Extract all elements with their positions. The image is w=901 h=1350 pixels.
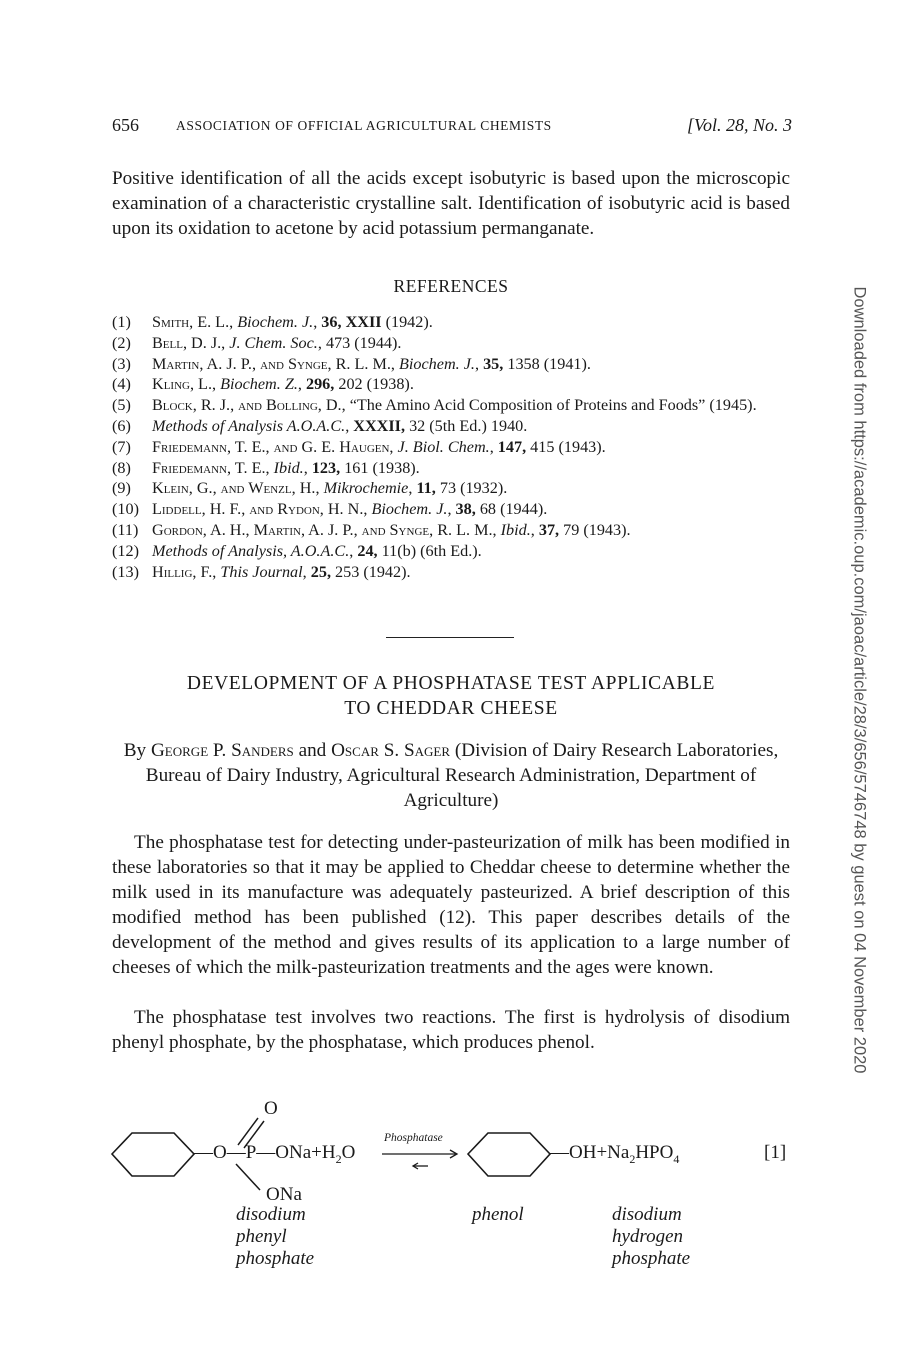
body-paragraph-2: The phosphatase test involves two reactions. The first is hydrolysis of disodium phenyl phosphate, by the phosphatase, which produces phenol. bbox=[112, 1007, 790, 1053]
reference-item bbox=[112, 478, 790, 499]
hpo-group: HPO bbox=[635, 1142, 674, 1163]
author-name: Hillig, F., bbox=[152, 562, 217, 581]
text-run: , bbox=[474, 354, 484, 373]
water-oxygen: O bbox=[341, 1142, 356, 1163]
ona-group: ONa bbox=[266, 1184, 302, 1205]
text-run: 161 (1938). bbox=[340, 458, 420, 477]
reference-number: (8) bbox=[112, 458, 131, 477]
author-name: Oscar S. Sager bbox=[331, 740, 451, 761]
label-line: phenyl bbox=[236, 1226, 287, 1247]
download-notice: Downloaded from https://academic.oup.com/jaoac/article/28/3/656/5746748 by guest on 04 November 2020 bbox=[850, 286, 869, 1074]
intro-paragraph: Positive identification of all the acids except isobutyric is based upon the microscopic examination of a characteristic crystalline salt. Identification of isobutyric acid is based upon its oxidation to acetone by acid potassium permanganate. bbox=[112, 168, 790, 239]
bold-text: 147, bbox=[497, 437, 527, 456]
reference-item bbox=[112, 374, 790, 395]
bold-text: 11, bbox=[416, 479, 436, 498]
author-name: Friedemann, T. E., and G. E. Haugen, bbox=[152, 437, 394, 456]
bold-text: 123, bbox=[311, 458, 341, 477]
italic-text: Ibid. bbox=[500, 520, 531, 539]
chemical-equation bbox=[0, 1090, 901, 1290]
text-run: , bbox=[302, 562, 311, 581]
benzene-ring-left bbox=[112, 1133, 194, 1176]
author-name: Smith, E. L., bbox=[152, 313, 234, 331]
reference-text bbox=[152, 395, 790, 416]
journal-name: ASSOCIATION OF OFFICIAL AGRICULTURAL CHEMISTS bbox=[176, 118, 552, 133]
reference-item bbox=[112, 312, 790, 333]
author-name: Kling, L., bbox=[152, 375, 217, 394]
reactant-chain: —O—P—ONa+H bbox=[194, 1142, 336, 1163]
single-bond-down bbox=[236, 1164, 260, 1190]
reference-text bbox=[152, 374, 790, 395]
text-run: 415 (1943). bbox=[526, 437, 606, 456]
reference-item bbox=[112, 354, 790, 375]
bold-text: 25, bbox=[310, 562, 331, 581]
text-run: , 473 (1944). bbox=[317, 333, 402, 352]
text-run: (Division of Dairy Research Laboratories, Bureau of Dairy Industry, Agricultural Research Administration, Department of Agriculture) bbox=[145, 740, 779, 811]
reactant-formula bbox=[194, 1142, 355, 1167]
reference-number: (4) bbox=[112, 375, 131, 394]
italic-text: Biochem. J. bbox=[237, 313, 314, 331]
label-line: disodium bbox=[612, 1204, 682, 1225]
title-line-1: DEVELOPMENT OF A PHOSPHATASE TEST APPLICABLE bbox=[186, 673, 716, 694]
label-line: phosphate bbox=[612, 1248, 691, 1269]
title-line-2: TO CHEDDAR CHEESE bbox=[344, 698, 558, 719]
reference-text bbox=[152, 312, 790, 333]
oxygen-atom: O bbox=[264, 1098, 278, 1119]
reference-number: (2) bbox=[112, 333, 131, 352]
reference-text bbox=[152, 562, 790, 583]
author-name: Liddell, H. F., and Rydon, H. N., bbox=[152, 500, 368, 519]
italic-text: J. Chem. Soc. bbox=[229, 333, 318, 352]
italic-text: Mikrochemie bbox=[323, 479, 409, 498]
reference-text bbox=[152, 499, 790, 520]
italic-text: Biochem. J. bbox=[399, 354, 475, 373]
italic-text: Biochem. Z. bbox=[220, 375, 298, 394]
author-name: Klein, G., and Wenzl, H., bbox=[152, 479, 320, 498]
reference-item bbox=[112, 562, 790, 583]
reference-item bbox=[112, 395, 790, 416]
text-run: , bbox=[447, 500, 456, 519]
reference-number: (7) bbox=[112, 437, 131, 456]
text-run: 32 (5th Ed.) 1940. bbox=[405, 416, 528, 435]
author-name: Martin, A. J. P., and Synge, R. L. M., bbox=[152, 354, 395, 373]
author-byline bbox=[112, 738, 790, 813]
italic-text: J. Biol. Chem. bbox=[397, 437, 490, 456]
reference-number: (11) bbox=[112, 520, 139, 539]
text-run: 11(b) (6th Ed.). bbox=[377, 541, 482, 560]
text-run: , bbox=[297, 375, 306, 394]
running-header bbox=[112, 115, 792, 141]
italic-text: Ibid. bbox=[273, 458, 304, 477]
text-run: , bbox=[408, 479, 417, 498]
text-run: 1358 (1941). bbox=[503, 354, 591, 373]
label-line: hydrogen bbox=[612, 1226, 684, 1247]
reference-item bbox=[112, 520, 790, 541]
reference-text bbox=[152, 541, 790, 562]
author-name: Friedemann, T. E., bbox=[152, 458, 270, 477]
bold-text: 24, bbox=[357, 541, 378, 560]
enzyme-label: Phosphatase bbox=[384, 1132, 443, 1144]
text-run: , bbox=[313, 313, 322, 331]
author-name: Gordon, A. H., Martin, A. J. P., and Synge, R. L. M., bbox=[152, 520, 497, 539]
reference-item bbox=[112, 333, 790, 354]
page-number: 656 bbox=[112, 115, 139, 135]
download-watermark bbox=[842, 280, 876, 1080]
text-run: 68 (1944). bbox=[475, 500, 548, 519]
reference-text bbox=[152, 354, 790, 375]
bold-text: 35, bbox=[483, 354, 504, 373]
text-run: and bbox=[293, 740, 332, 761]
text-run: 73 (1932). bbox=[435, 479, 508, 498]
volume-info: [Vol. 28, No. 3 bbox=[686, 115, 792, 135]
reference-item bbox=[112, 458, 790, 479]
bold-text: 36, XXII bbox=[321, 313, 382, 331]
label-product bbox=[612, 1204, 690, 1270]
label-phenol: phenol bbox=[472, 1204, 524, 1225]
italic-text: Methods of Analysis A.O.A.C. bbox=[152, 416, 346, 435]
water-subscript: 2 bbox=[335, 1151, 342, 1166]
reference-number: (12) bbox=[112, 541, 139, 560]
reference-number: (10) bbox=[112, 500, 139, 519]
italic-text: Biochem. J. bbox=[371, 500, 448, 519]
author-name: Bell, D. J., bbox=[152, 333, 226, 352]
reference-text bbox=[152, 416, 790, 437]
product-formula bbox=[550, 1142, 679, 1167]
reference-item bbox=[112, 499, 790, 520]
reference-item bbox=[112, 437, 790, 458]
references-list bbox=[112, 312, 790, 582]
reference-number: (9) bbox=[112, 479, 131, 498]
text-run: , bbox=[530, 520, 539, 539]
reference-number: (6) bbox=[112, 416, 131, 435]
text-run: “The Amino Acid Composition of Proteins and Foods” (1945). bbox=[345, 396, 757, 415]
product-chain: —OH+Na bbox=[550, 1142, 630, 1163]
reference-number: (5) bbox=[112, 396, 131, 415]
italic-text: This Journal bbox=[220, 562, 303, 581]
sodium-subscript: 2 bbox=[629, 1151, 636, 1166]
reference-text bbox=[152, 458, 790, 479]
reference-item bbox=[112, 541, 790, 562]
reference-text bbox=[152, 520, 790, 541]
article-title bbox=[112, 671, 790, 721]
label-reactant bbox=[236, 1204, 314, 1270]
equation-number: [1] bbox=[764, 1142, 787, 1163]
text-run: By bbox=[123, 740, 151, 761]
reference-text bbox=[152, 478, 790, 499]
oxygen-subscript: 4 bbox=[673, 1151, 680, 1166]
double-bond-line-1 bbox=[238, 1118, 258, 1145]
reference-text bbox=[152, 437, 790, 458]
bold-text: XXXII, bbox=[353, 416, 406, 435]
text-run: 79 (1943). bbox=[559, 520, 631, 539]
reference-number: (3) bbox=[112, 354, 131, 373]
text-run: 253 (1942). bbox=[330, 562, 411, 581]
text-run: , bbox=[489, 437, 498, 456]
reference-number: (13) bbox=[112, 562, 139, 581]
text-run: , bbox=[349, 541, 358, 560]
author-name: Block, R. J., and Bolling, D., bbox=[152, 396, 346, 415]
bold-text: 296, bbox=[305, 375, 335, 394]
body-paragraph-1: The phosphatase test for detecting under-pasteurization of milk has been modified in these laboratories so that it may be applied to Cheddar cheese to determine whether the milk used in its manufacture was adequately pasteurized. A brief description of this modified method has been published (12). This paper describes details of the development of the method and gives results of its application to a large number of cheeses of which the milk-pasteurization treatments and the ages were known. bbox=[112, 832, 790, 978]
equation-structure-lines bbox=[0, 1090, 901, 1290]
benzene-ring-right bbox=[468, 1133, 550, 1176]
reference-item bbox=[112, 416, 790, 437]
bold-text: 37, bbox=[538, 520, 560, 539]
label-line: phosphate bbox=[236, 1248, 315, 1269]
reference-number: (1) bbox=[112, 313, 131, 331]
bold-text: 38, bbox=[455, 500, 476, 519]
label-line: disodium bbox=[236, 1204, 306, 1225]
text-run: 202 (1938). bbox=[334, 375, 414, 394]
references-heading: REFERENCES bbox=[393, 276, 509, 296]
text-run: (1942). bbox=[381, 313, 433, 331]
reference-text bbox=[152, 333, 790, 354]
author-name: George P. Sanders bbox=[150, 740, 294, 761]
section-divider bbox=[386, 637, 514, 638]
text-run: , bbox=[303, 458, 312, 477]
text-run: , bbox=[345, 416, 354, 435]
italic-text: Methods of Analysis, A.O.A.C. bbox=[152, 541, 350, 560]
